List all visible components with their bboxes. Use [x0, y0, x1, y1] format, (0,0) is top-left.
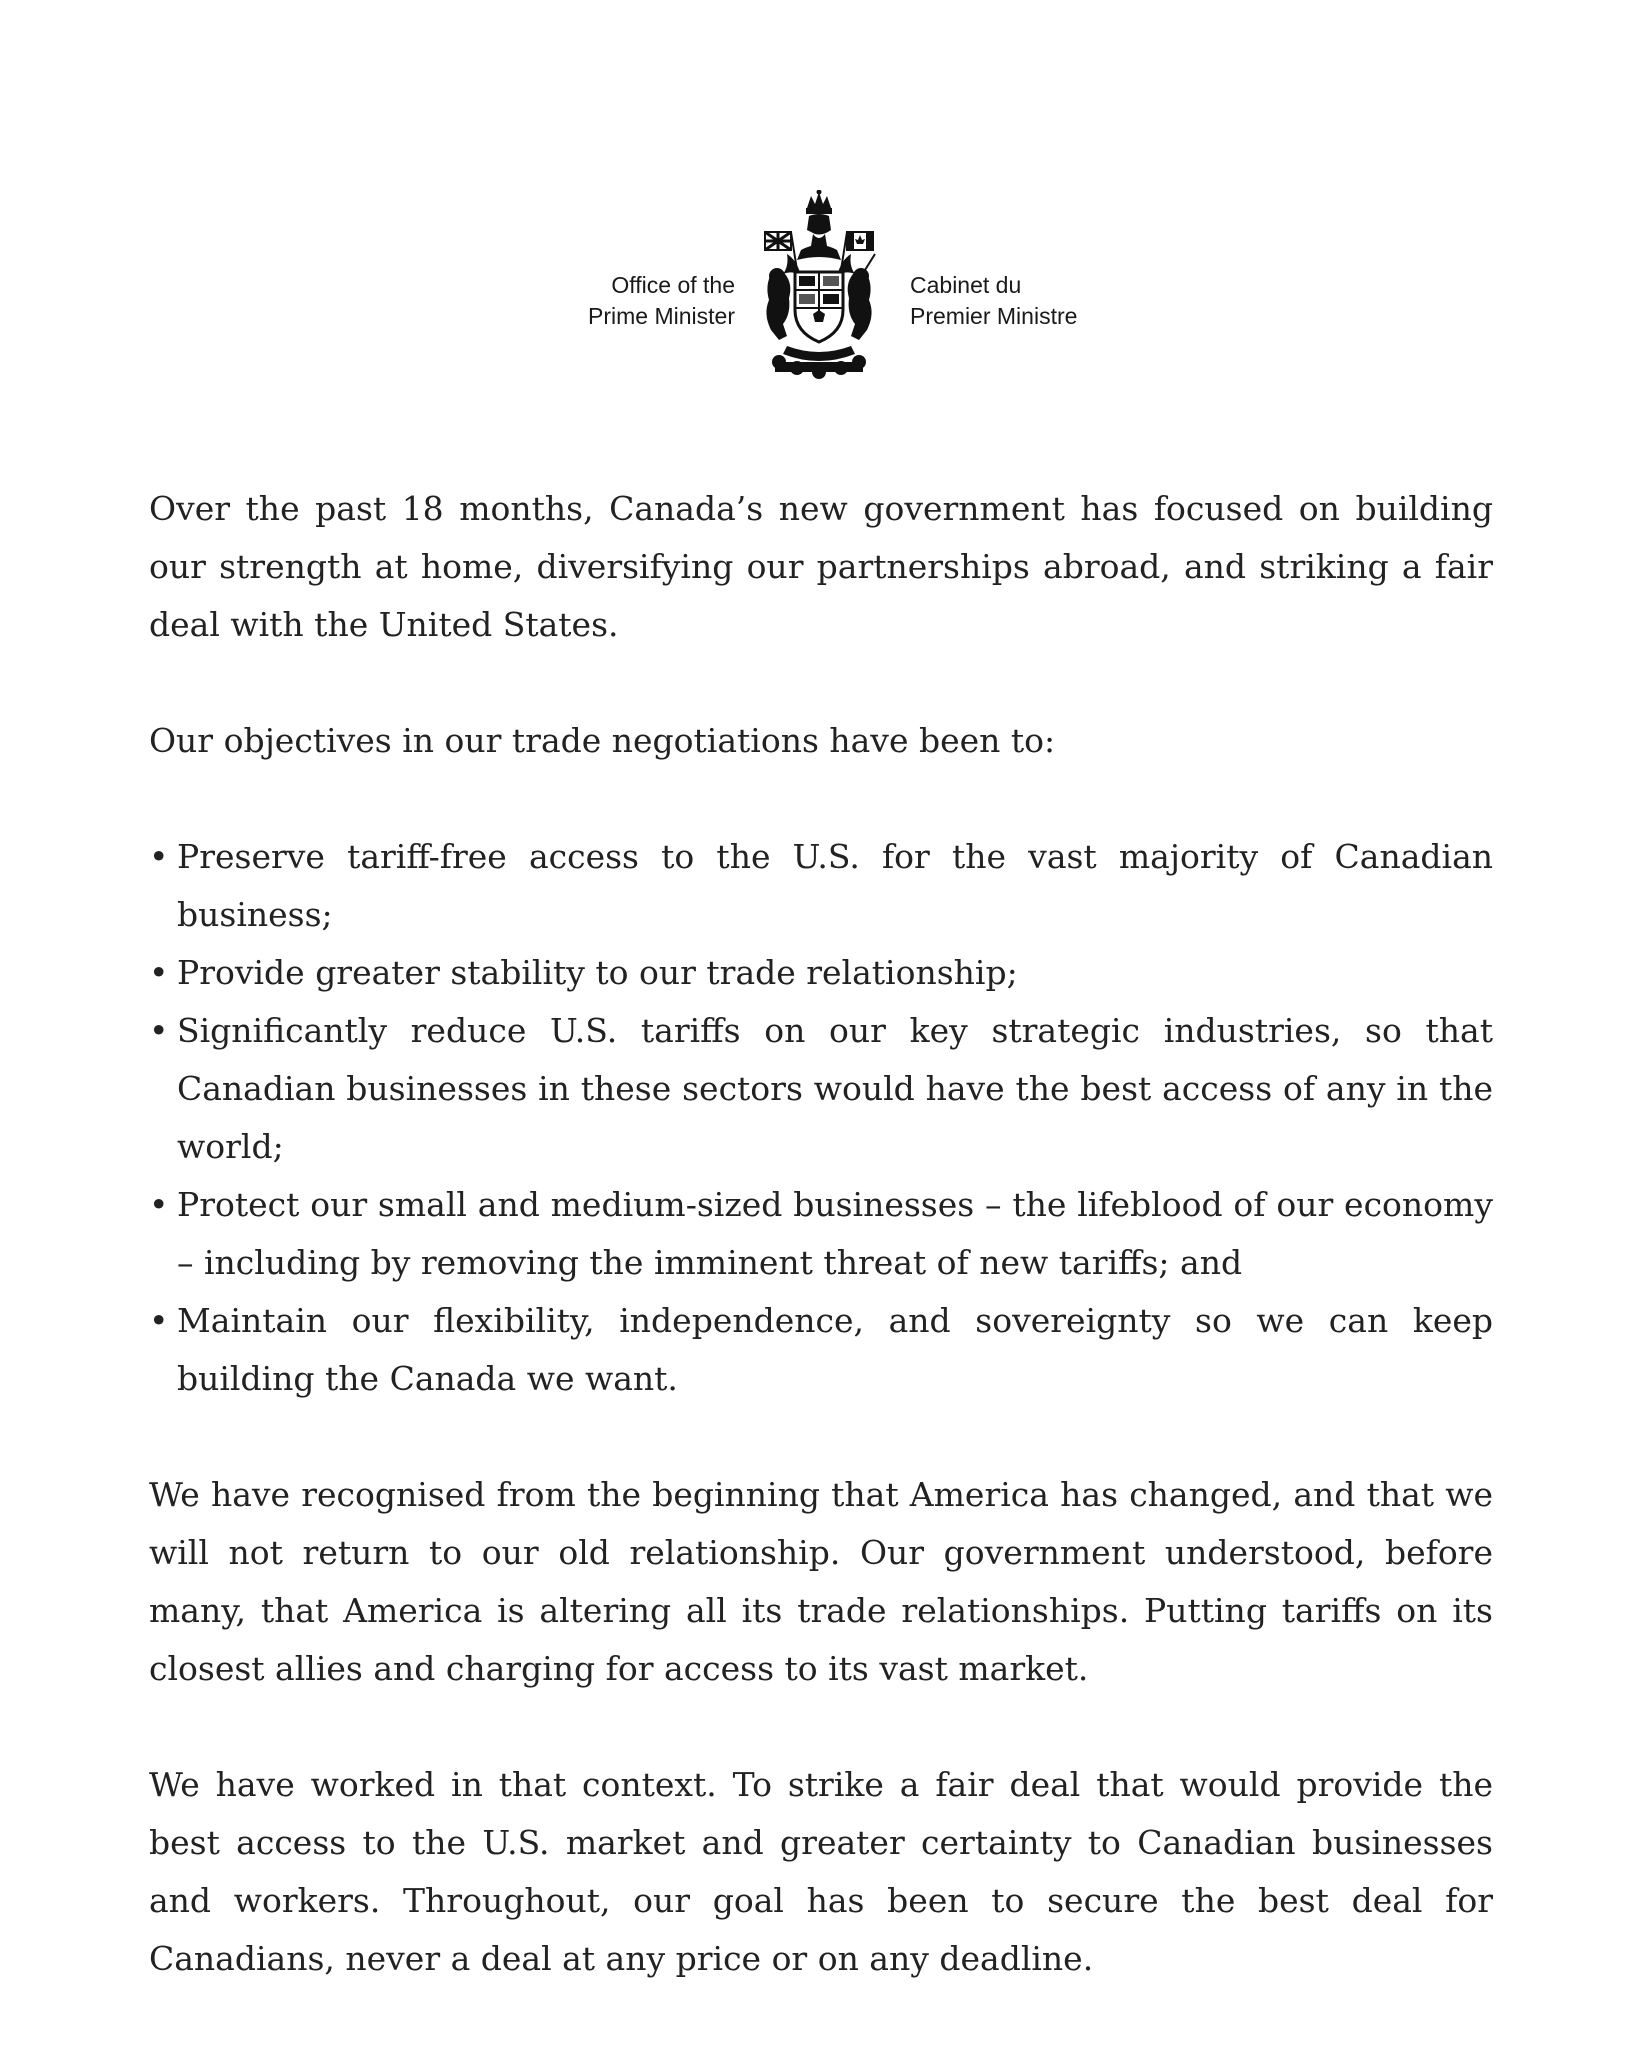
bullet-icon: • — [149, 837, 169, 876]
list-item-text: Provide greater stability to our trade relationship; — [177, 953, 1018, 992]
canada-coat-of-arms-icon — [757, 190, 881, 380]
list-item-text: Protect our small and medium-sized businesses – the lifeblood of our economy – including by removing the imminent threat of new tariffs; and — [177, 1185, 1493, 1282]
list-item-text: Preserve tariff-free access to the U.S. for the vast majority of Canadian business; — [177, 837, 1493, 934]
letterhead-english-line1: Office of the — [611, 272, 735, 298]
letterhead — [0, 190, 1639, 390]
paragraph-objectives-lead: Our objectives in our trade negotiations have been to: — [149, 721, 1056, 760]
bullet-icon: • — [149, 1301, 169, 1340]
list-item — [149, 1176, 1493, 1292]
letterhead-french-line2: Premier Ministre — [910, 303, 1078, 329]
letterhead-english — [588, 270, 735, 332]
paragraph-context: We have recognised from the beginning that America has changed, and that we will not return to our old relationship. Our government understood, before many, that America is altering all its trade relationships. Putting tariffs on its closest allies and charging for access to its vast market. — [149, 1475, 1493, 1688]
list-item — [149, 1002, 1493, 1176]
letterhead-french-line1: Cabinet du — [910, 272, 1022, 298]
letter-body — [149, 480, 1493, 1988]
paragraph-goal: We have worked in that context. To strike a fair deal that would provide the best access to the U.S. market and greater certainty to Canadian businesses and workers. Throughout, our goal has been to secure the best deal for Canadians, never a deal at any price or on any deadline. — [149, 1765, 1493, 1978]
letterhead-english-line2: Prime Minister — [588, 303, 735, 329]
list-item — [149, 828, 1493, 944]
bullet-icon: • — [149, 1011, 169, 1050]
letterhead-french — [910, 270, 1077, 332]
list-item-text: Significantly reduce U.S. tariffs on our key strategic industries, so that Canadian businesses in these sectors would have the best access of any in the world; — [177, 1011, 1493, 1166]
paragraph-intro: Over the past 18 months, Canada’s new government has focused on building our strength at home, diversifying our partnerships abroad, and striking a fair deal with the United States. — [149, 489, 1493, 644]
bullet-icon: • — [149, 1185, 169, 1224]
objectives-list — [149, 828, 1493, 1408]
list-item — [149, 1292, 1493, 1408]
list-item — [149, 944, 1493, 1002]
list-item-text: Maintain our flexibility, independence, and sovereignty so we can keep building the Canada we want. — [177, 1301, 1493, 1398]
bullet-icon: • — [149, 953, 169, 992]
